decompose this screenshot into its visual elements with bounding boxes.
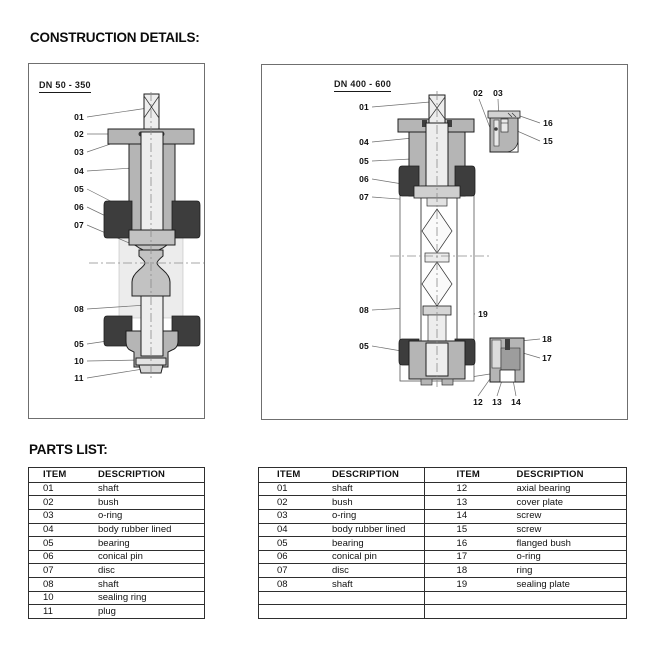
- table-row: [425, 509, 626, 523]
- description-cell: screw: [516, 510, 542, 522]
- callout-02: 02: [473, 88, 483, 98]
- callout-19: 19: [478, 309, 488, 319]
- callout-18: 18: [542, 334, 552, 344]
- table-row: [259, 523, 424, 537]
- diagram-title-dn400-600: DN 400 - 600: [334, 79, 391, 92]
- item-cell: 13: [456, 496, 468, 508]
- table-row: [29, 604, 204, 618]
- callout-01: 01: [74, 112, 84, 122]
- callout-06: 06: [74, 202, 84, 212]
- callout-15: 15: [543, 136, 553, 146]
- item-header: ITEM: [43, 469, 67, 481]
- item-cell: 15: [456, 524, 468, 536]
- table-row: [259, 495, 424, 509]
- description-header: DESCRIPTION: [98, 469, 166, 481]
- callout-13: 13: [492, 397, 502, 407]
- callout-14: 14: [511, 397, 521, 407]
- diagram-title-dn50-350: DN 50 - 350: [39, 80, 91, 93]
- callout-16: 16: [543, 118, 553, 128]
- item-cell: 08: [277, 578, 288, 590]
- description-cell: bush: [332, 496, 353, 508]
- table-row: [425, 604, 626, 618]
- description-cell: disc: [332, 565, 349, 577]
- callout-05: 05: [74, 184, 84, 194]
- callout-08: 08: [359, 305, 369, 315]
- valve-cross-section-dn400-600: [262, 65, 627, 419]
- item-cell: 01: [43, 483, 54, 495]
- table-row: [259, 482, 424, 496]
- construction-details-heading: CONSTRUCTION DETAILS:: [30, 30, 200, 45]
- description-cell: shaft: [332, 483, 353, 495]
- callout-03: 03: [74, 147, 84, 157]
- item-cell: 02: [277, 496, 288, 508]
- item-cell: 14: [456, 510, 468, 522]
- callout-07: 07: [359, 192, 369, 202]
- table-row: [29, 550, 204, 564]
- callout-07: 07: [74, 220, 84, 230]
- diagram-dn50-350: [28, 63, 205, 419]
- table-row: [29, 591, 204, 605]
- description-cell: conical pin: [332, 551, 377, 563]
- table-row: [29, 536, 204, 550]
- description-cell: conical pin: [98, 551, 143, 563]
- description-cell: o-ring: [98, 510, 123, 522]
- callout-05b: 05: [74, 339, 84, 349]
- table-row: [259, 577, 424, 591]
- callout-04: 04: [74, 166, 84, 176]
- description-cell: disc: [98, 565, 115, 577]
- description-cell: body rubber lined: [332, 524, 406, 536]
- description-cell: axial bearing: [516, 483, 571, 495]
- item-cell: 18: [456, 565, 468, 577]
- item-cell: 08: [43, 578, 54, 590]
- item-cell: 05: [277, 537, 288, 549]
- table-row: [29, 495, 204, 509]
- table-header-row: [259, 468, 424, 482]
- table-row: [259, 563, 424, 577]
- table-row: [29, 563, 204, 577]
- item-cell: 19: [456, 578, 468, 590]
- item-cell: 07: [277, 565, 288, 577]
- item-cell: 06: [277, 551, 288, 563]
- item-cell: 17: [456, 551, 468, 563]
- description-cell: flanged bush: [516, 537, 571, 549]
- description-cell: sealing ring: [98, 592, 147, 604]
- description-cell: bearing: [332, 537, 364, 549]
- parts-table-right: [258, 467, 627, 619]
- table-row: [259, 550, 424, 564]
- item-cell: 11: [43, 605, 53, 617]
- table-row: [29, 523, 204, 537]
- table-row: [425, 550, 626, 564]
- callout-05b: 05: [359, 341, 369, 351]
- table-row: [425, 523, 626, 537]
- table-row: [425, 591, 626, 605]
- callout-06: 06: [359, 174, 369, 184]
- callout-02: 02: [74, 129, 84, 139]
- item-cell: 05: [43, 537, 54, 549]
- callout-11: 11: [74, 373, 84, 383]
- description-cell: o-ring: [332, 510, 357, 522]
- description-cell: ring: [516, 565, 533, 577]
- table-row: [425, 495, 626, 509]
- table-row: [259, 591, 424, 605]
- description-cell: sealing plate: [516, 578, 570, 590]
- table-row: [259, 604, 424, 618]
- table-row: [425, 536, 626, 550]
- item-cell: 01: [277, 483, 288, 495]
- callout-05: 05: [359, 156, 369, 166]
- item-cell: 07: [43, 565, 54, 577]
- table-header-row: [29, 468, 204, 482]
- description-cell: shaft: [332, 578, 353, 590]
- callout-08: 08: [74, 304, 84, 314]
- table-row: [29, 577, 204, 591]
- description-cell: body rubber lined: [98, 524, 172, 536]
- item-cell: 10: [43, 592, 54, 604]
- item-cell: 03: [277, 510, 288, 522]
- item-cell: 06: [43, 551, 54, 563]
- parts-table-left-body: [29, 468, 204, 618]
- parts-table-right-first-half: [259, 468, 424, 618]
- parts-list-heading: PARTS LIST:: [29, 442, 108, 457]
- item-cell: 02: [43, 496, 54, 508]
- item-cell: 04: [277, 524, 288, 536]
- table-row: [29, 509, 204, 523]
- item-header: ITEM: [277, 469, 301, 481]
- description-cell: shaft: [98, 578, 119, 590]
- valve-cross-section-dn50-350: [29, 64, 204, 418]
- description-header: DESCRIPTION: [516, 469, 584, 481]
- parts-table-right-second-half: [424, 468, 626, 618]
- table-row: [425, 563, 626, 577]
- callout-17: 17: [542, 353, 552, 363]
- description-cell: bearing: [98, 537, 130, 549]
- table-header-row: [425, 468, 626, 482]
- callout-04: 04: [359, 137, 369, 147]
- item-cell: 12: [456, 483, 468, 495]
- item-cell: 16: [456, 537, 468, 549]
- table-row: [259, 509, 424, 523]
- description-cell: plug: [98, 605, 116, 617]
- item-cell: 03: [43, 510, 54, 522]
- item-cell: 04: [43, 524, 54, 536]
- parts-table-left: [28, 467, 205, 619]
- description-cell: shaft: [98, 483, 119, 495]
- diagram-dn400-600: [261, 64, 628, 420]
- description-cell: o-ring: [516, 551, 541, 563]
- description-cell: screw: [516, 524, 542, 536]
- callout-10: 10: [74, 356, 84, 366]
- description-header: DESCRIPTION: [332, 469, 400, 481]
- table-row: [425, 577, 626, 591]
- table-row: [425, 482, 626, 496]
- description-cell: cover plate: [516, 496, 564, 508]
- callout-03: 03: [493, 88, 503, 98]
- table-row: [259, 536, 424, 550]
- callout-12: 12: [473, 397, 483, 407]
- item-header: ITEM: [456, 469, 481, 481]
- description-cell: bush: [98, 496, 119, 508]
- callout-01: 01: [359, 102, 369, 112]
- table-row: [29, 482, 204, 496]
